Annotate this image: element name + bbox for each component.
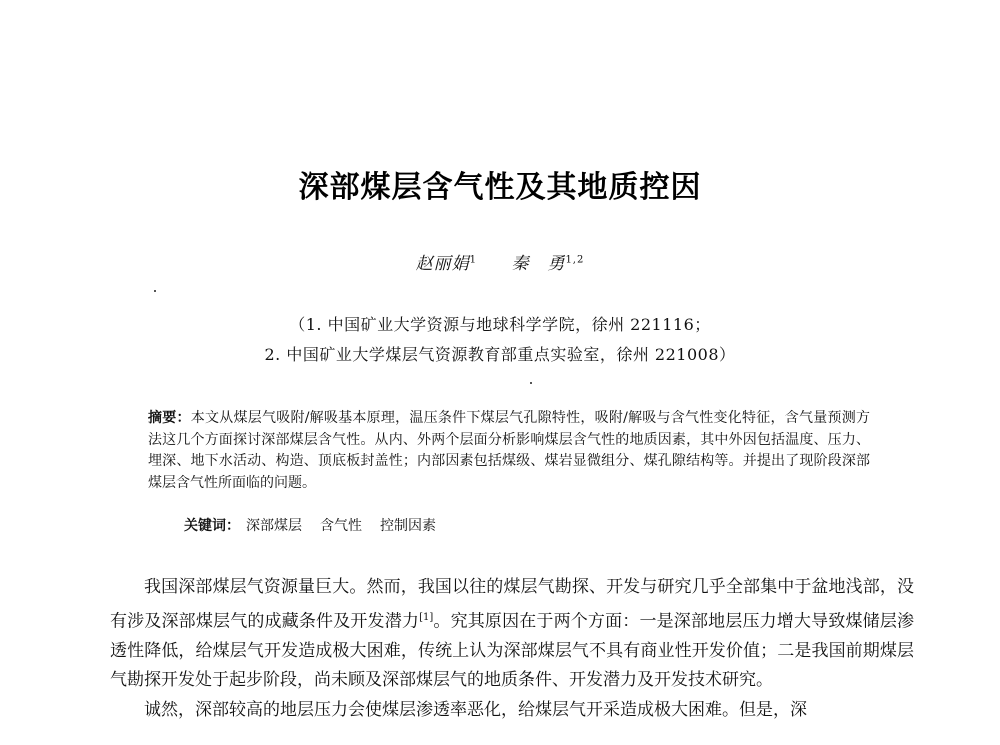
- affiliation-line-1: （1. 中国矿业大学资源与地球科学学院，徐州 221116；: [289, 315, 711, 334]
- affiliation-line-2: 2. 中国矿业大学煤层气资源教育部重点实验室，徐州 221008）: [264, 345, 736, 364]
- body-paragraph: 诚然，深部较高的地层压力会使煤层渗透率恶化，给煤层气开采造成极大困难。但是，深: [144, 699, 807, 720]
- keyword: 含气性: [320, 518, 362, 534]
- scan-speck: [530, 382, 532, 384]
- author-name: 赵丽娟: [415, 254, 470, 274]
- body-text: [110, 573, 914, 725]
- paper-title: 深部煤层含气性及其地质控因: [298, 170, 702, 205]
- abstract-label: 摘要：: [148, 410, 191, 426]
- author-line: [0, 249, 1000, 274]
- paragraph-text: 我国深部煤层气资源量巨大。然而，我国以往的煤层气勘探、开发与研究几乎全部集中于盆地浅部，没有涉及深部煤层气的成藏条件及开发潜力: [110, 577, 914, 632]
- abstract: [148, 408, 870, 495]
- citation-ref: [1]: [419, 611, 434, 623]
- keywords-label: 关键词：: [184, 518, 240, 534]
- keyword: 控制因素: [380, 518, 436, 534]
- scan-speck: [154, 290, 156, 292]
- keyword: 深部煤层: [246, 518, 302, 534]
- author-affil-sup: 1: [469, 254, 478, 266]
- author-name: 秦 勇: [511, 254, 566, 274]
- abstract-text: 本文从煤层气吸附/解吸基本原理，温压条件下煤层气孔隙特性，吸附/解吸与含气性变化特征，含气量预测方法这几个方面探讨深部煤层含气性。从内、外两个层面分析影响煤层含气性的地质因素，其中外因包括温度、压力、埋深、地下水活动、构造、顶底板封盖性；内部因素包括煤级、煤岩显微组分、煤孔隙结构等。并提出了现阶段深部煤层含气性所面临的问题。: [148, 410, 871, 492]
- body-paragraph: [110, 573, 914, 696]
- paragraph-text: 。究其原因在于两个方面：一是深部地层压力增大导致煤储层渗透性降低，给煤层气开发造成极大困难，传统上认为深部煤层气不具有商业性开发价值；二是我国前期煤层气勘探开发处于起步阶段，尚未顾及深部煤层气的地质条件、开发潜力及开发技术研究。: [110, 611, 914, 691]
- author-affil-sup: 1,2: [565, 254, 585, 266]
- keywords: [184, 515, 436, 535]
